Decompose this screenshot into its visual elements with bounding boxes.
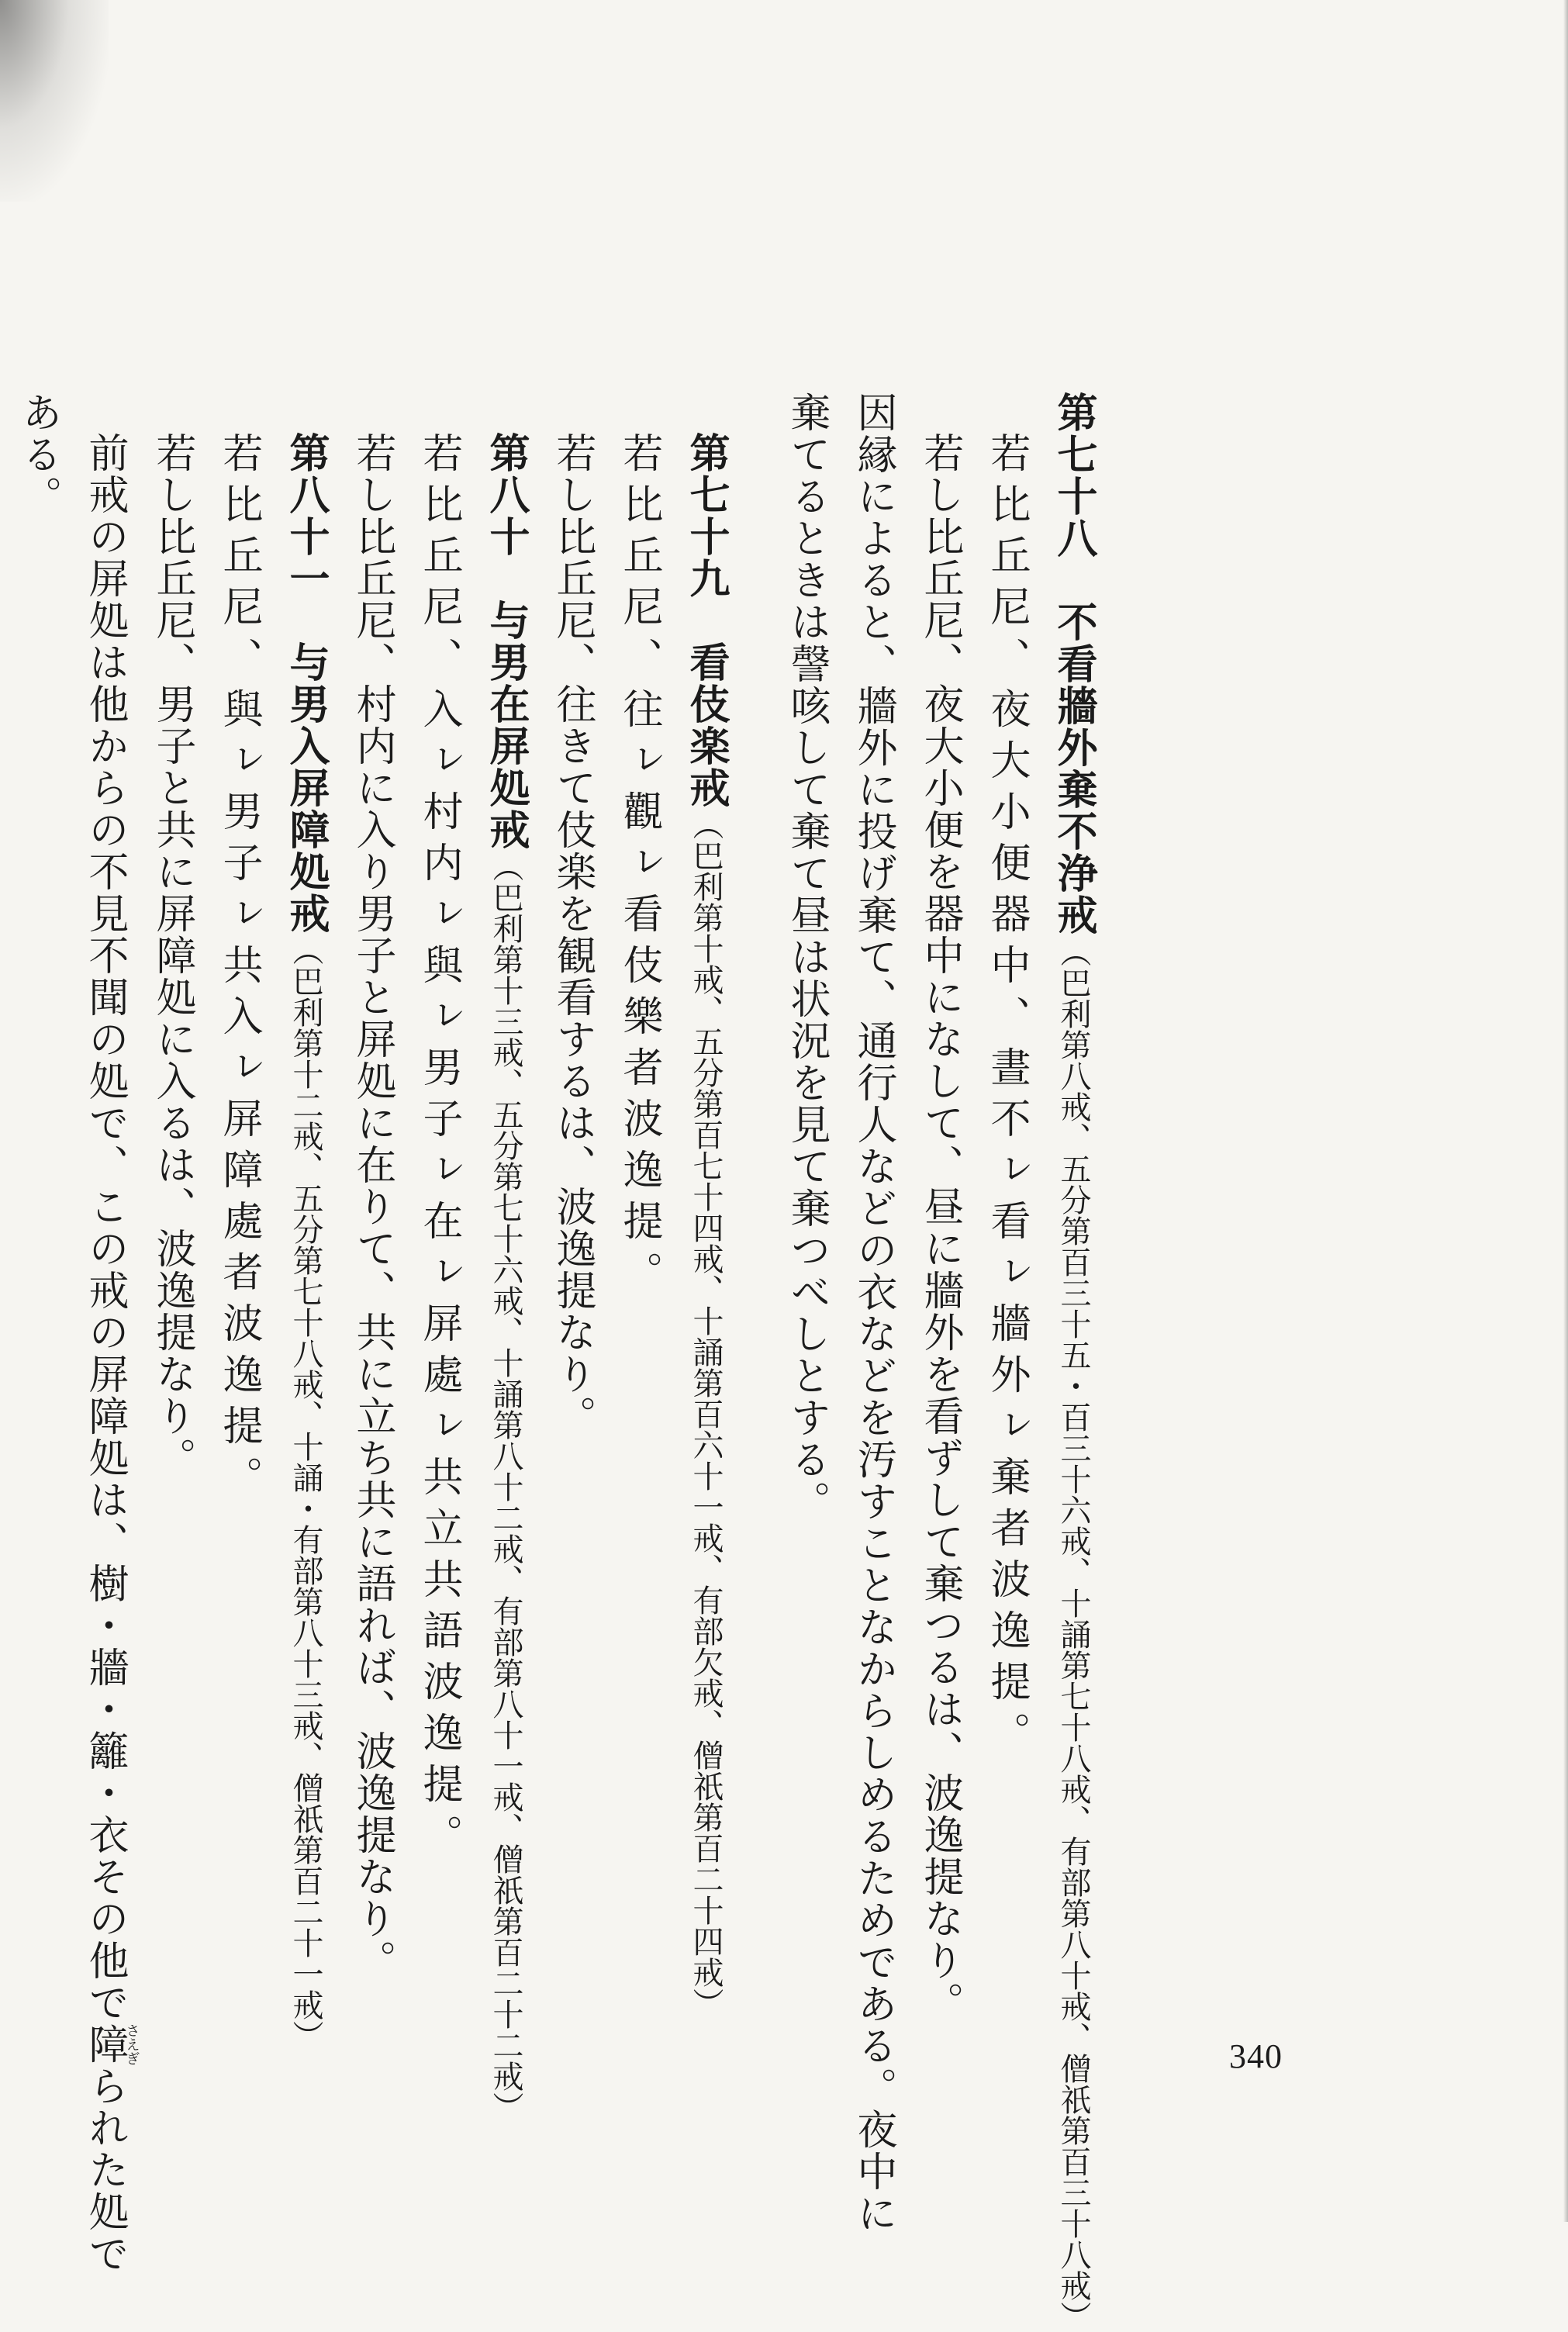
rule-78-title: 不看牆外棄不浄戒 bbox=[1050, 601, 1097, 936]
page-edge bbox=[1563, 0, 1568, 2222]
rule-80-title: 与男在屏処戒 bbox=[482, 599, 530, 851]
rule-81-commentary-tail: られた処で bbox=[81, 2065, 128, 2275]
rule-81-title: 与男入屏障処戒 bbox=[282, 641, 330, 935]
rule-78-heading bbox=[1040, 392, 1107, 2332]
vertical-text-body bbox=[5, 392, 1107, 2332]
rule-81-commentary-2: ある。 bbox=[15, 392, 61, 517]
rule-81-commentary-1 bbox=[71, 392, 140, 2275]
rule-78-number: 第七十八 bbox=[1050, 392, 1097, 559]
rule-81-number: 第八十一 bbox=[282, 432, 330, 599]
rule-81-kanbun: 若比丘尼、與ㇾ男子ㇾ共入ㇾ屏障處者波逸提。 bbox=[216, 432, 262, 1507]
rule-78-kanbun: 若比丘尼、夜大小便器中、晝不ㇾ看ㇾ牆外ㇾ棄者波逸提。 bbox=[983, 432, 1030, 1763]
rule-81-note: （巴利第十二戒、五分第七十八戒、十誦・有部第八十三戒、僧祇第百二十一戒） bbox=[288, 935, 323, 2051]
rule-81-reading: 若し比丘尼、男子と共に屏障処に入るは、波逸提なり。 bbox=[149, 432, 195, 1479]
rule-79-heading bbox=[672, 392, 739, 2059]
rule-80-number: 第八十 bbox=[482, 432, 530, 558]
rule-78-commentary-2: 棄てるときは謦咳して棄て昼は状況を見て棄つべしとする。 bbox=[783, 392, 830, 1522]
page-number: 340 bbox=[1229, 2037, 1283, 2075]
rule-80-note: （巴利第十三戒、五分第七十六戒、十誦第八十二戒、有部第八十一戒、僧祇第百二十二戒） bbox=[488, 851, 523, 2123]
scan-shadow bbox=[0, 0, 109, 202]
rule-78-reading: 若し比丘尼、夜大小便を器中になして、昼に牆外を看ずして棄つるは、波逸提なり。 bbox=[917, 432, 963, 2023]
rule-80-reading: 若し比丘尼、村内に入り男子と屏処に在りて、共に立ち共に語れば、波逸提なり。 bbox=[349, 432, 395, 1981]
rule-79-title: 看伎楽戒 bbox=[682, 641, 730, 809]
rule-81-heading bbox=[272, 392, 339, 2059]
rule-78-note: （巴利第八戒、五分第百三十五・百三十六戒、十誦第七十八戒、有部第八十戒、僧祇第百三十八戒） bbox=[1055, 936, 1091, 2332]
ruby-reading: さえぎ bbox=[123, 2023, 140, 2065]
rule-80-kanbun: 若比丘尼、入ㇾ村内ㇾ與ㇾ男子ㇾ在ㇾ屏處ㇾ共立共語波逸提。 bbox=[416, 432, 462, 1865]
rule-79-kanbun: 若比丘尼、往ㇾ觀ㇾ看伎樂者波逸提。 bbox=[616, 432, 662, 1302]
rule-79-reading: 若し比丘尼、往きて伎楽を観看するは、波逸提なり。 bbox=[549, 432, 596, 1437]
ruby-base: 障 bbox=[81, 2023, 128, 2065]
rule-78-commentary-1: 因縁によると、牆外に投げ棄て、通行人などの衣などを汚すことなからしめるためである。夜中に bbox=[850, 392, 896, 2234]
rule-79-note: （巴利第十戒、五分第百七十四戒、十誦第百六十一戒、有部欠戒、僧祇第百二十四戒） bbox=[688, 809, 724, 2019]
rule-80-heading bbox=[472, 392, 539, 2123]
ruby-sae-gi bbox=[81, 2023, 140, 2065]
rule-79-number: 第七十九 bbox=[682, 432, 730, 599]
rule-81-commentary-text: 前戒の屏処は他からの不見不聞の処で、この戒の屏障処は、樹・牆・籬・衣その他で bbox=[81, 432, 128, 2023]
